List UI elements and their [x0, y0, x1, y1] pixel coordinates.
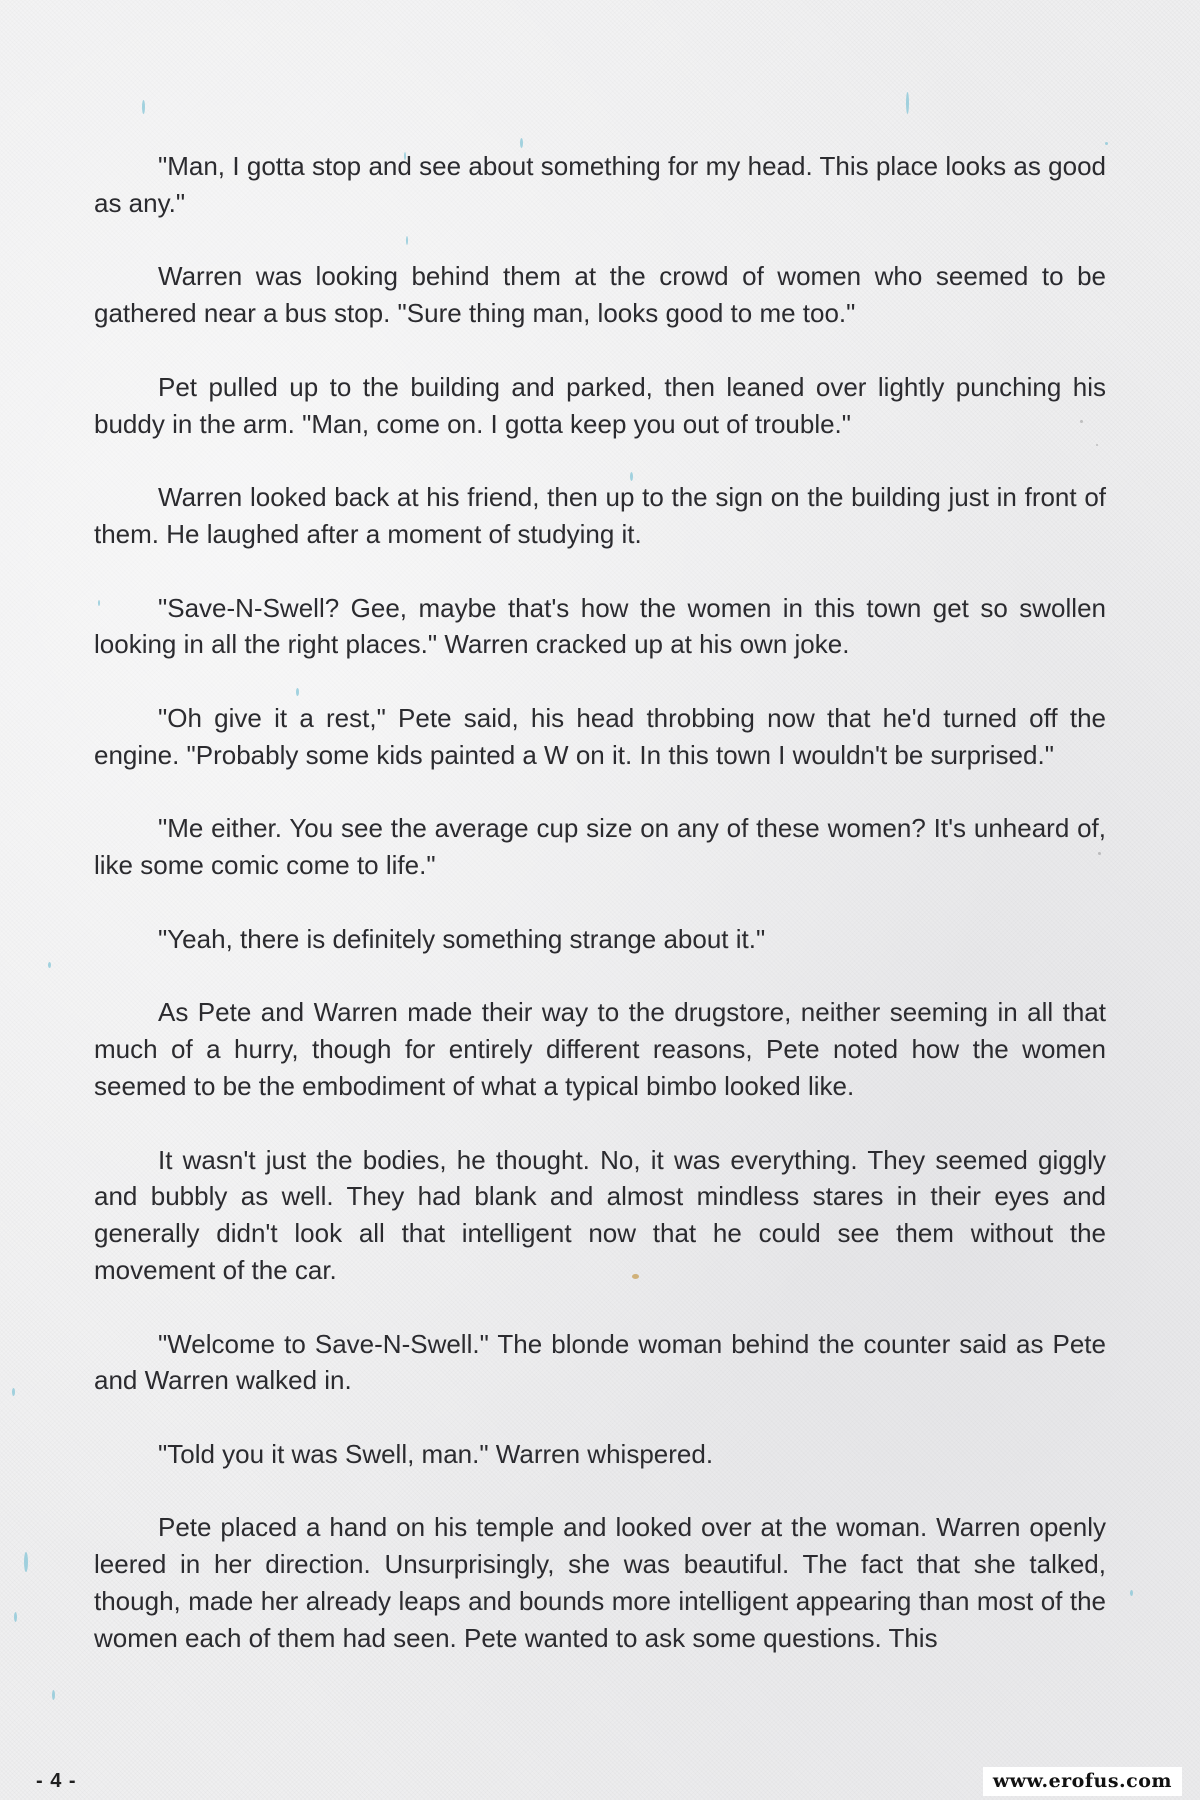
- story-paragraph: Warren looked back at his friend, then up to the sign on the building just in front of them. He laughed after a moment of studying it.: [94, 482, 1106, 549]
- paper-speck: [52, 1690, 55, 1700]
- paper-speck: [520, 138, 523, 148]
- paper-speck: [142, 100, 145, 114]
- story-paragraph: As Pete and Warren made their way to the drugstore, neither seeming in all that much of a hurry, though for entirely different reasons, Pete noted how the women seemed to be the embodiment of what a typical bimbo looked like.: [94, 997, 1106, 1101]
- story-paragraph: Pete placed a hand on his temple and looked over at the woman. Warren openly leered in her direction. Unsurprisingly, she was beautiful. The fact that she talked, though, made her already leaps and bounds more intelligent appearing than most of the women each of them had seen. Pete wanted to ask some questions. This: [94, 1512, 1106, 1653]
- story-paragraph: It wasn't just the bodies, he thought. No, it was everything. They seemed giggly and bubbly as well. They had blank and almost mindless stares in their eyes and generally didn't look all that intelligent now that he could see them without the movement of the car.: [94, 1144, 1106, 1285]
- paper-speck: [12, 1388, 15, 1396]
- paper-speck: [24, 1552, 28, 1572]
- story-paragraph: "Told you it was Swell, man." Warren whispered.: [158, 1438, 714, 1469]
- story-paragraph: "Man, I gotta stop and see about something for my head. This place looks as good as any.": [94, 151, 1106, 218]
- paper-speck: [48, 962, 51, 968]
- paper-speck: [14, 1612, 17, 1622]
- story-paragraph: "Oh give it a rest," Pete said, his head throbbing now that he'd turned off the engine. "Probably some kids painted a W on it. In this town I wouldn't be surprised.": [94, 702, 1106, 770]
- story-paragraph: Warren was looking behind them at the crowd of women who seemed to be gathered near a bus stop. "Sure thing man, looks good to me too.": [94, 261, 1106, 329]
- page-number: - 4 -: [36, 1770, 77, 1792]
- story-paragraph: "Welcome to Save-N-Swell." The blonde woman behind the counter said as Pete and Warren walked in.: [94, 1328, 1106, 1396]
- story-paragraph: "Me either. You see the average cup size on any of these women? It's unheard of, like some comic come to life.": [94, 813, 1106, 881]
- story-paragraph: "Save-N-Swell? Gee, maybe that's how the women in this town get so swollen looking in all the right places." Warren cracked up at his own joke.: [94, 592, 1106, 660]
- story-paragraph: Pet pulled up to the building and parked, then leaned over lightly punching his buddy in the arm. "Man, come on. I gotta keep you out of trouble.": [94, 371, 1106, 439]
- site-watermark: www.erofus.com: [983, 1767, 1182, 1796]
- paper-speck: [1105, 142, 1108, 145]
- story-text: [94, 148, 1106, 1693]
- paper-speck: [1130, 1590, 1133, 1596]
- paper-speck: [906, 92, 909, 114]
- story-paragraph: "Yeah, there is definitely something strange about it.": [158, 923, 766, 954]
